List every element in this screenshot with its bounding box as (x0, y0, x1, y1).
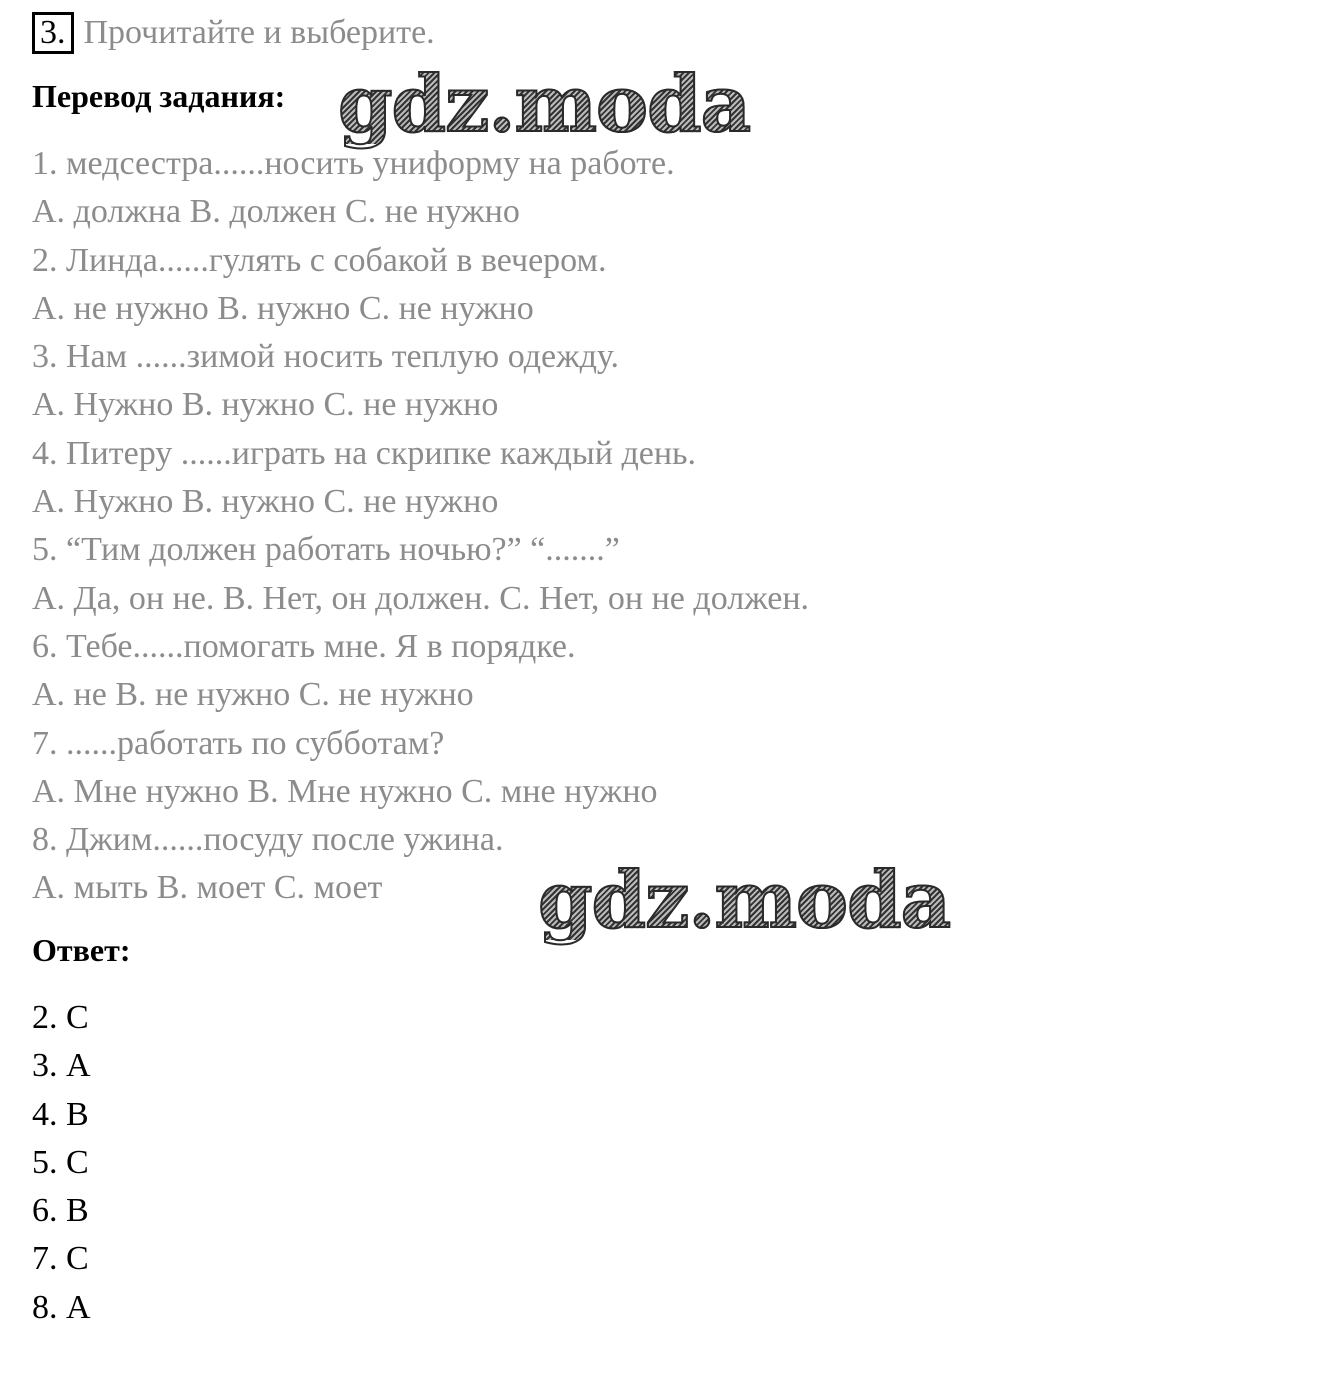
exercise-line: А. Нужно В. нужно С. не нужно (32, 386, 499, 424)
exercise-line: 7. ......работать по субботам? (32, 724, 445, 762)
exercise-line: А. Нужно В. нужно С. не нужно (32, 483, 499, 521)
exercise-line: 2. Линда......гулять с собакой в вечером. (32, 241, 607, 279)
exercise-line: 1. медсестра......носить униформу на работе. (32, 145, 675, 182)
answer-line: 7. С (32, 1240, 89, 1278)
answer-line: 5. С (32, 1143, 89, 1181)
exercise-line: А. Мне нужно В. Мне нужно С. мне нужно (32, 772, 658, 810)
exercise-line: А. должна В. должен С. не нужно (32, 193, 520, 231)
exercise-line: 5. “Тим должен работать ночью?” “.......” (32, 531, 620, 569)
exercise-line: 4. Питеру ......играть на скрипке каждый день. (32, 434, 697, 472)
exercise-line: А. мыть В. моет С. моет (32, 869, 383, 907)
answer-line: 2. С (32, 999, 89, 1036)
task-instruction: Прочитайте и выберите. (83, 14, 435, 51)
answer-line: 3. А (32, 1047, 91, 1085)
exercise-line: 8. Джим......посуду после ужина. (32, 821, 504, 859)
answer-list (32, 994, 91, 1332)
exercise-line: А. Да, он не. В. Нет, он должен. С. Нет, он не должен. (32, 579, 810, 617)
exercise-line: А. не нужно В. нужно С. не нужно (32, 289, 534, 327)
exercise-line: А. не В. не нужно С. не нужно (32, 676, 474, 714)
answer-line: 8. А (32, 1288, 91, 1326)
answer-line: 6. В (32, 1192, 89, 1230)
task-header (32, 10, 435, 56)
answer-heading: Ответ: (32, 932, 131, 968)
exercise-list (32, 140, 809, 913)
task-number-box: 3. (32, 12, 74, 54)
watermark-logo-top: gdz.moda (338, 59, 751, 150)
exercise-line: 6. Тебе......помогать мне. Я в порядке. (32, 627, 576, 665)
watermark-logo-bottom: gdz.moda (538, 855, 951, 946)
answer-line: 4. В (32, 1095, 89, 1133)
exercise-line: 3. Нам ......зимой носить теплую одежду. (32, 338, 619, 376)
translation-heading: Перевод задания: (32, 78, 286, 114)
